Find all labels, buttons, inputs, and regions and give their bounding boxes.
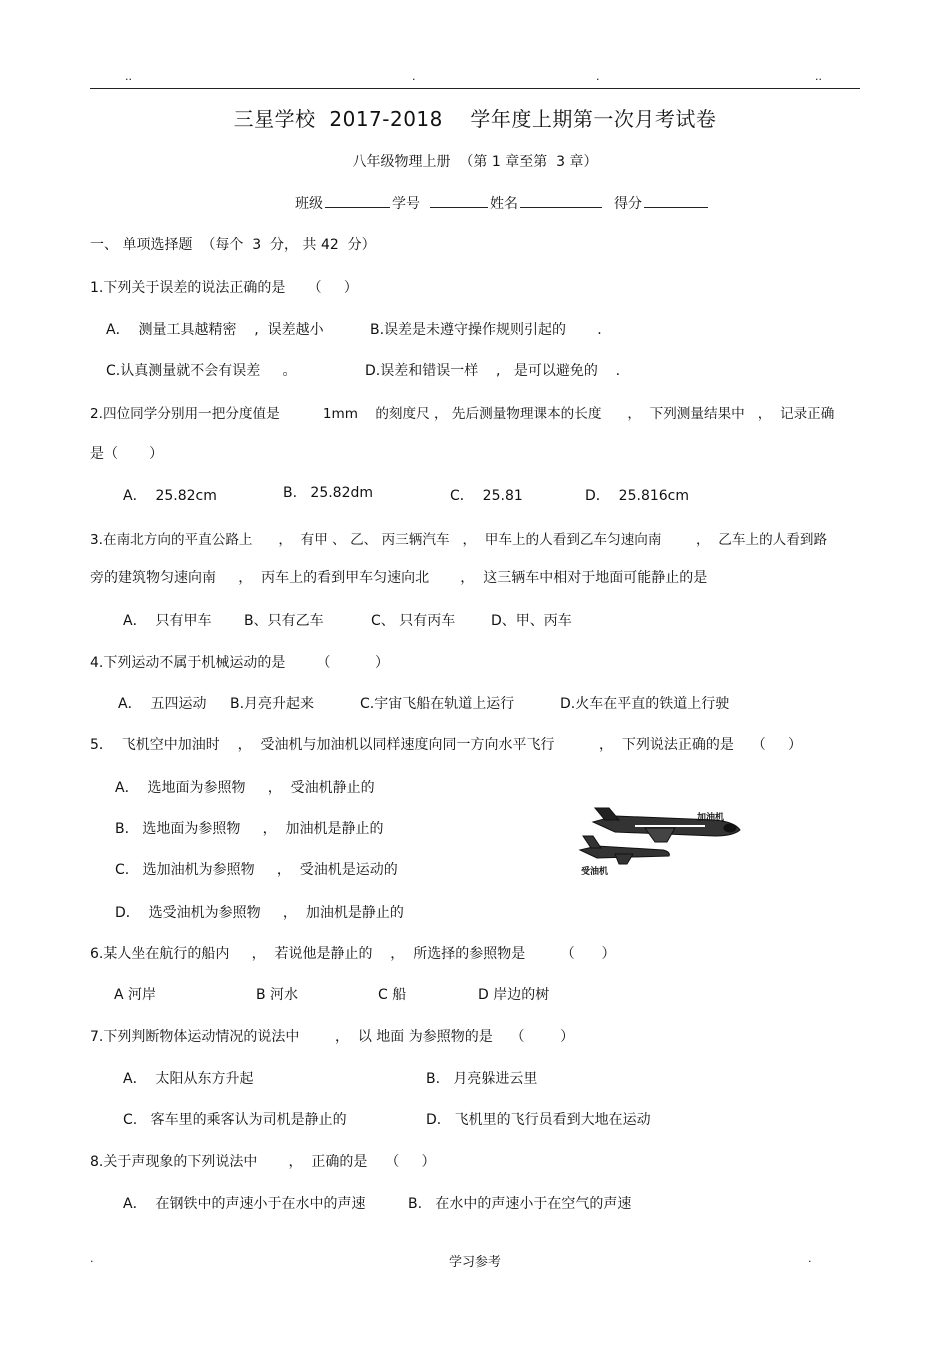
q1-option-d: D.误差和错误一样 , 是可以避免的 . <box>365 363 621 379</box>
q1-option-a: A． 测量工具越精密 , 误差越小 <box>106 322 324 338</box>
footer-dot-left: . <box>90 1252 94 1265</box>
page-title: 三星学校 2017-2018 学年度上期第一次月考试卷 <box>233 107 717 131</box>
name-label: 姓名 <box>490 196 518 212</box>
q8-option-a: A． 在钢铁中的声速小于在水中的声速 <box>123 1196 366 1212</box>
question-2: 2.四位同学分别用一把分度值是 1mm 的刻度尺 ， 先后测量物理课本的长度 ， 下列测量结果中 ， 记录正确 <box>90 406 835 422</box>
receiver-label: 受油机 <box>581 867 609 877</box>
q8-option-b: B. 在水中的声速小于在空气的声速 <box>408 1196 632 1212</box>
section-heading: 一、 单项选择题 （每个 3 分， 共 42 分） <box>90 237 376 253</box>
question-2-cont: 是（ ） <box>90 446 164 462</box>
question-7: 7.下列判断物体运动情况的说法中 ， 以 地面 为参照物的是 （ ） <box>90 1029 575 1045</box>
q4-option-c: C.宇宙飞船在轨道上运行 <box>360 696 515 712</box>
q3-option-b: B、只有乙车 <box>244 613 324 629</box>
header-dot-left: .. <box>125 70 132 83</box>
q2-option-c: C． 25.81 <box>450 488 523 504</box>
q3-option-a: A． 只有甲车 <box>123 613 212 629</box>
footer-dot-right: . <box>808 1252 812 1265</box>
id-label: 学号 <box>392 196 420 212</box>
q7-option-d: D. 飞机里的飞行员看到大地在运动 <box>426 1112 651 1128</box>
question-3-cont: 旁的建筑物匀速向南 ， 丙车上的看到甲车匀速向北 ， 这三辆车中相对于地面可能静止的是 <box>90 570 708 586</box>
q7-option-a: A． 太阳从东方升起 <box>123 1071 254 1087</box>
question-3: 3.在南北方向的平直公路上 ， 有甲 、 乙、 丙三辆汽车 ， 甲车上的人看到乙车匀速向南 ， 乙车上的人看到路 <box>90 532 828 548</box>
id-field[interactable] <box>430 193 488 208</box>
q4-option-b: B.月亮升起来 <box>230 696 315 712</box>
refueling-figure <box>575 798 750 878</box>
q6-option-b: B 河水 <box>256 987 299 1003</box>
q5-option-a: A． 选地面为参照物 ， 受油机静止的 <box>115 780 375 796</box>
tanker-label: 加油机 <box>697 813 725 823</box>
q2-option-d: D． 25.816cm <box>585 488 690 504</box>
q7-option-b: B. 月亮躲进云里 <box>426 1071 538 1087</box>
class-label: 班级 <box>295 196 323 212</box>
footer-text: 学习参考 <box>448 1255 501 1270</box>
question-6: 6.某人坐在航行的船内 ， 若说他是静止的 ， 所选择的参照物是 （ ） <box>90 946 616 962</box>
q7-option-c: C. 客车里的乘客认为司机是静止的 <box>123 1112 347 1128</box>
q6-option-a: A 河岸 <box>114 987 157 1003</box>
header-rule <box>90 88 860 89</box>
q4-option-d: D.火车在平直的铁道上行驶 <box>560 696 730 712</box>
page-subtitle: 八年级物理上册 （第 1 章至第 3 章） <box>352 154 598 170</box>
q5-option-c: C. 选加油机为参照物 ， 受油机是运动的 <box>115 862 398 878</box>
q3-option-c: C、 只有丙车 <box>371 613 456 629</box>
name-field[interactable] <box>520 193 602 208</box>
student-info-row <box>295 193 710 213</box>
q1-option-b: B.误差是未遵守操作规则引起的 . <box>370 322 602 338</box>
q1-option-c: C.认真测量就不会有误差 。 <box>106 363 297 379</box>
question-1: 1.下列关于误差的说法正确的是 （ ） <box>90 280 358 296</box>
header-dot-right: .. <box>815 70 822 83</box>
q2-option-b: B. 25.82dm <box>283 485 374 501</box>
question-4: 4.下列运动不属于机械运动的是 （ ） <box>90 655 390 671</box>
class-field[interactable] <box>325 193 390 208</box>
q2-option-a: A． 25.82cm <box>123 488 217 504</box>
q5-option-d: D． 选受油机为参照物 ， 加油机是静止的 <box>115 905 404 921</box>
header-dot-mid1: . <box>412 70 416 83</box>
question-8: 8.关于声现象的下列说法中 ， 正确的是 （ ） <box>90 1154 436 1170</box>
q5-option-b: B. 选地面为参照物 ， 加油机是静止的 <box>115 821 384 837</box>
header-dot-mid2: . <box>596 70 600 83</box>
q4-option-a: A． 五四运动 <box>118 696 207 712</box>
q6-option-d: D 岸边的树 <box>478 987 550 1003</box>
score-field[interactable] <box>644 193 708 208</box>
score-label: 得分 <box>614 196 642 212</box>
q3-option-d: D、甲、丙车 <box>491 613 572 629</box>
q6-option-c: C 船 <box>378 987 407 1003</box>
question-5: 5． 飞机空中加油时 ， 受油机与加油机以同样速度向同一方向水平飞行 ， 下列说法正确的是 （ ） <box>90 737 802 753</box>
